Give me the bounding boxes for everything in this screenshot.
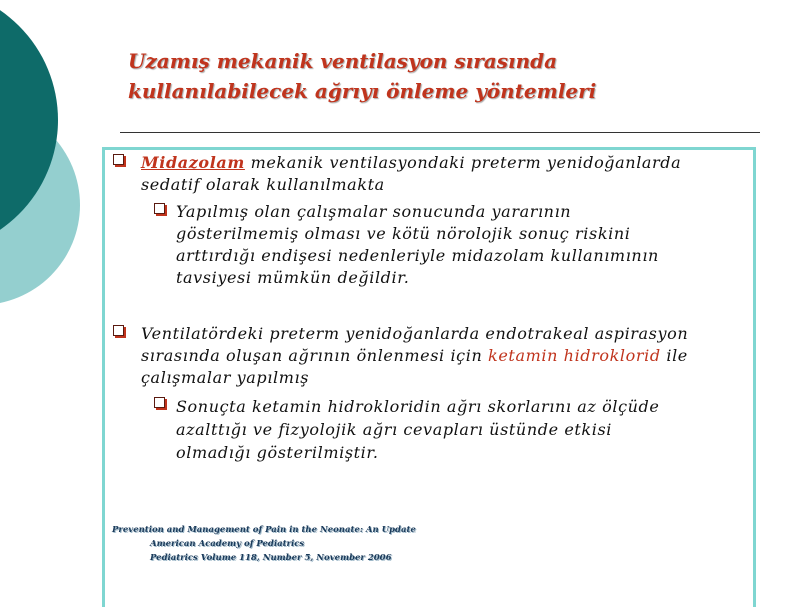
square-bullet-icon: [154, 397, 165, 408]
reference-line-1: Prevention and Management of Pain in the Neonate: An Update: [112, 525, 416, 535]
reference-citation: [112, 523, 532, 565]
bullet-2-sub-line-2: azalttığı ve fizyolojik ağrı cevapları üstünde etkisi: [176, 420, 612, 439]
bullet-2-line-2: [141, 345, 751, 367]
bullet-2-line-2-post: ile: [660, 346, 688, 365]
bullet-2-line-2-pre: sırasında oluşan ağrının önlenmesi için: [141, 346, 489, 365]
bullet-1: [141, 152, 751, 196]
bullet-2-sub: [176, 395, 750, 464]
slide-title-line-1: Uzamış mekanik ventilasyon sırasında: [128, 49, 558, 73]
title-divider: [120, 132, 760, 133]
bullet-1-sub-line-3: arttırdığı endişesi nedenleriyle midazolam kullanımının: [176, 246, 659, 265]
bullet-1-sub-line-2: gösterilmemiş olması ve kötü nörolojik sonuç riskini: [176, 224, 631, 243]
square-bullet-icon: [113, 154, 124, 165]
bullet-1-line-2: sedatif olarak kullanılmakta: [141, 175, 385, 194]
reference-line-2: American Academy of Pediatrics: [150, 539, 305, 549]
bullet-1-sub: [176, 201, 750, 289]
bullet-2-line-3: çalışmalar yapılmış: [141, 368, 310, 387]
bullet-2-sub-line-1: Sonuçta ketamin hidrokloridin ağrı skorlarını az ölçüde: [176, 397, 660, 416]
bullet-2-line-1: Ventilatördeki preterm yenidoğanlarda endotrakeal aspirasyon: [141, 324, 689, 343]
bullet-1-line-1: [141, 152, 751, 174]
drug-name-midazolam: Midazolam: [141, 153, 245, 172]
square-bullet-icon: [154, 203, 165, 214]
bullet-1-sub-line-4: tavsiyesi mümkün değildir.: [176, 268, 410, 287]
reference-line-3: Pediatrics Volume 118, Number 5, November 2006: [150, 553, 392, 563]
slide-title: [128, 46, 748, 106]
highlight-ketamin: ketamin hidroklorid: [488, 346, 661, 365]
square-bullet-icon: [113, 325, 124, 336]
bullet-1-sub-line-1: Yapılmış olan çalışmalar sonucunda yararının: [176, 202, 572, 221]
slide-title-line-2: kullanılabilecek ağrıyı önleme yöntemleri: [128, 79, 597, 103]
bullet-2-sub-line-3: olmadığı gösterilmiştir.: [176, 443, 379, 462]
bullet-2: [141, 323, 751, 389]
bullet-1-line-1-text: mekanik ventilasyondaki preterm yenidoğanlarda: [244, 153, 682, 172]
